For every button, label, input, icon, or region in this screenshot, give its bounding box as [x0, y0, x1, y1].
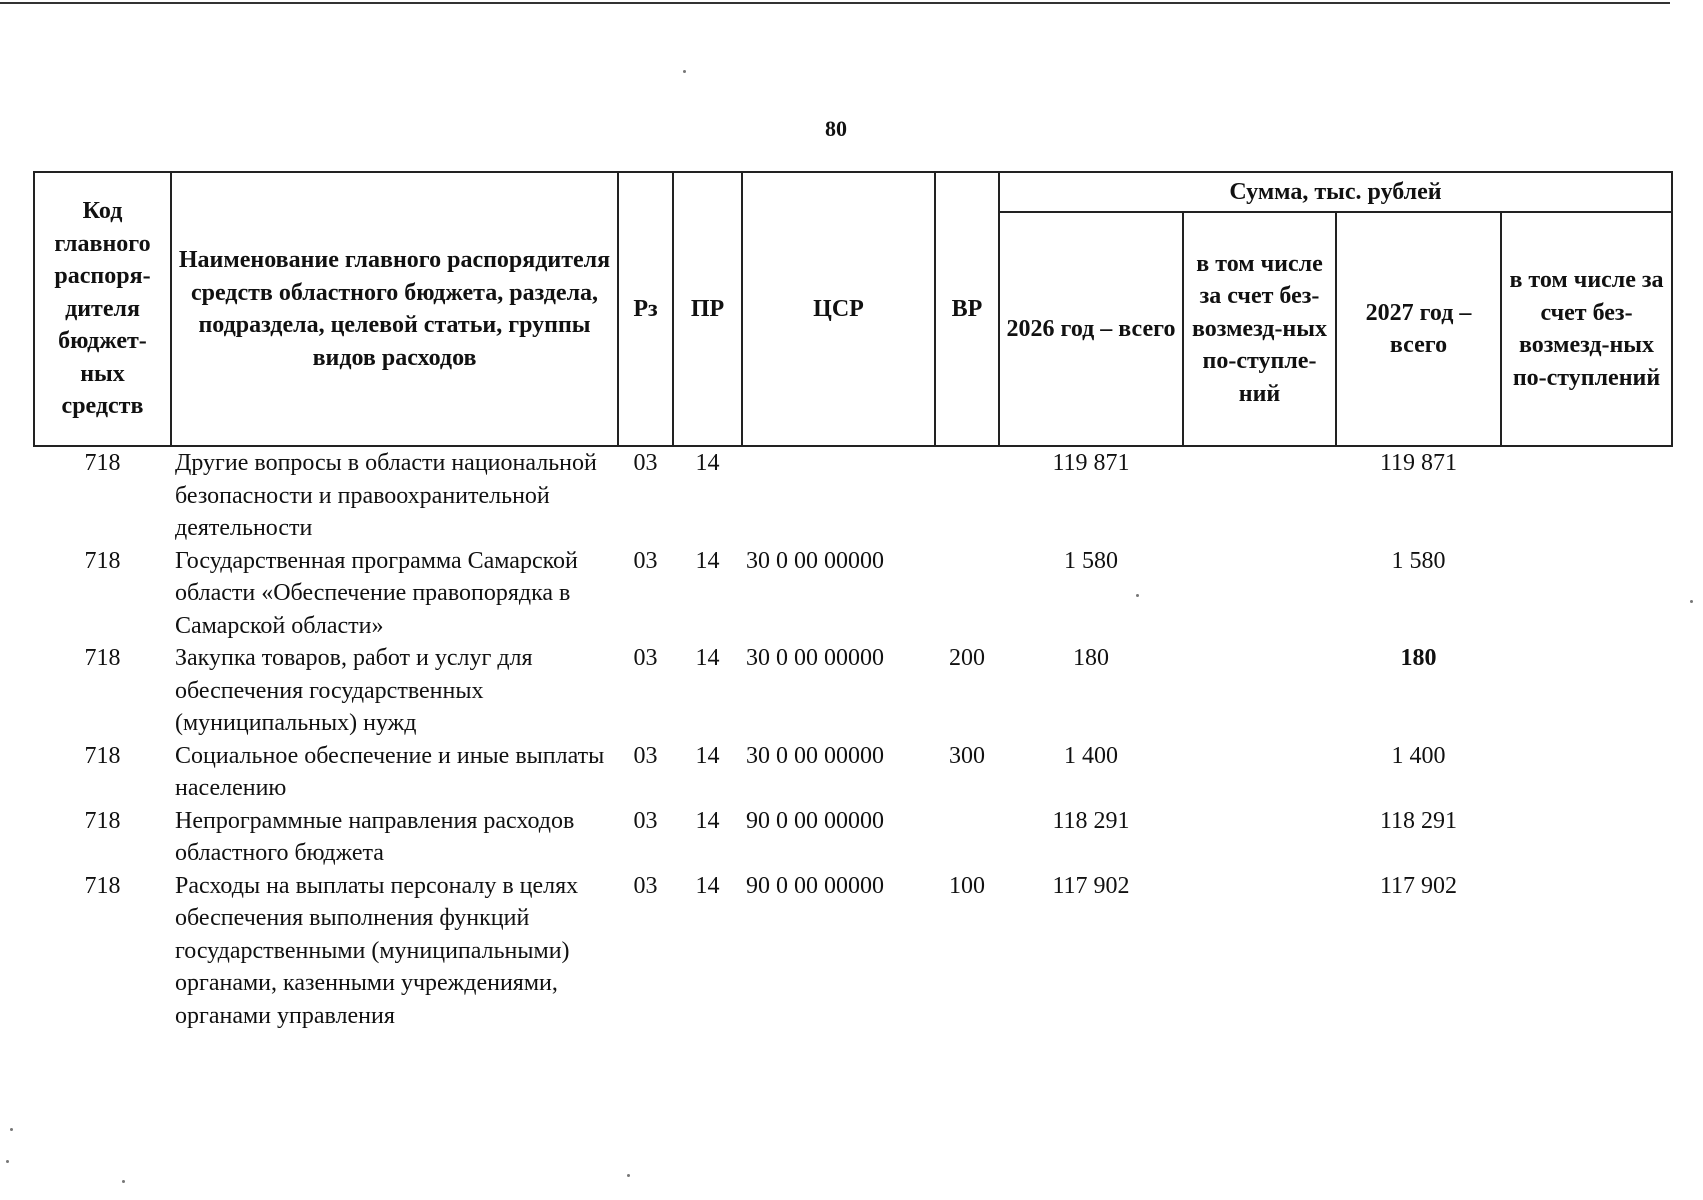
cell-2027-total: 1 580 — [1391, 547, 1446, 574]
cell-rz: 03 — [633, 807, 658, 834]
cell-rz: 03 — [633, 547, 658, 574]
cell-code: 718 — [84, 450, 121, 476]
cell-csr: 30 0 00 00000 — [746, 645, 884, 671]
scan-speck — [1690, 600, 1693, 603]
cell-csr: 90 0 00 00000 — [746, 807, 884, 834]
header-2026-grants: в том числе за счет без-возмезд-ных по-ступле-ний — [1183, 212, 1336, 446]
header-2027-grants: в том числе за счет без-возмезд-ных по-ступлений — [1501, 212, 1672, 446]
cell-vr: 100 — [949, 872, 985, 899]
cell-name: Непрограммные направления расходов областного бюджета — [175, 807, 575, 866]
cell-2026-total: 119 871 — [1052, 450, 1130, 476]
cell-2026-total: 117 902 — [1052, 872, 1130, 899]
header-code: Код главного распоря-дителя бюджет-ных средств — [34, 172, 171, 446]
cell-code: 718 — [84, 645, 121, 671]
cell-pr: 14 — [695, 807, 720, 834]
cell-rz: 03 — [633, 742, 658, 769]
cell-pr: 14 — [695, 872, 720, 899]
cell-code: 718 — [84, 872, 121, 899]
cell-pr: 14 — [695, 547, 720, 574]
cell-csr — [742, 446, 935, 545]
cell-2027-grants — [1501, 446, 1672, 545]
cell-2027-total: 1 400 — [1391, 742, 1446, 769]
table-row — [34, 642, 1672, 740]
scan-speck — [627, 1174, 630, 1177]
cell-code: 718 — [84, 807, 121, 834]
header-2027-total: 2027 год – всего — [1336, 212, 1501, 446]
cell-2026-total: 118 291 — [1052, 807, 1130, 834]
cell-pr: 14 — [695, 450, 720, 476]
cell-2027-total: 118 291 — [1379, 807, 1458, 834]
scan-speck — [683, 70, 686, 73]
table-row — [34, 805, 1672, 870]
header-rz: Рз — [618, 172, 673, 446]
cell-name: Другие вопросы в области национальной безопасности и правоохранительной деятельности — [175, 450, 597, 541]
cell-2027-grants — [1501, 545, 1672, 643]
cell-csr: 30 0 00 00000 — [746, 742, 884, 769]
cell-2026-grants — [1183, 870, 1336, 1033]
cell-vr — [935, 545, 999, 643]
cell-2026-grants — [1183, 545, 1336, 643]
cell-2026-total: 1 580 — [1064, 547, 1118, 574]
cell-2027-grants — [1501, 805, 1672, 870]
page-number: 80 — [825, 116, 847, 141]
cell-rz: 03 — [633, 645, 658, 671]
cell-2027-total: 119 871 — [1379, 450, 1458, 476]
cell-2027-grants — [1501, 740, 1672, 805]
header-pr: ПР — [673, 172, 742, 446]
top-page-rule — [0, 2, 1670, 4]
table-row — [34, 446, 1672, 545]
scan-speck — [1136, 594, 1139, 597]
cell-code: 718 — [84, 547, 121, 574]
cell-2026-total: 1 400 — [1064, 742, 1118, 769]
header-name: Наименование главного распорядителя средств областного бюджета, раздела, подраздела, целевой статьи, группы видов расходов — [171, 172, 618, 446]
cell-vr — [935, 446, 999, 545]
header-vr: ВР — [935, 172, 999, 446]
cell-rz: 03 — [633, 872, 658, 899]
cell-csr: 30 0 00 00000 — [746, 547, 884, 574]
cell-rz: 03 — [633, 450, 658, 476]
cell-2026-grants — [1183, 446, 1336, 545]
cell-csr: 90 0 00 00000 — [746, 872, 884, 899]
cell-name: Расходы на выплаты персоналу в целях обеспечения выполнения функций государственными (муниципальными) органами, казенными учреждениями, органами управления — [175, 872, 579, 1029]
cell-2027-total: 180 — [1400, 645, 1437, 671]
cell-pr: 14 — [695, 742, 720, 769]
cell-vr: 200 — [949, 645, 985, 671]
cell-2026-grants — [1183, 642, 1336, 740]
table-row — [34, 545, 1672, 643]
table-row — [34, 870, 1672, 1033]
table-row — [34, 740, 1672, 805]
cell-2026-grants — [1183, 805, 1336, 870]
cell-name: Социальное обеспечение и иные выплаты населению — [175, 742, 605, 801]
cell-2027-total: 117 902 — [1379, 872, 1458, 899]
cell-vr — [935, 805, 999, 870]
cell-2026-grants — [1183, 740, 1336, 805]
header-sum-group: Сумма, тыс. рублей — [999, 172, 1672, 212]
scan-speck — [6, 1160, 9, 1163]
cell-2027-grants — [1501, 642, 1672, 740]
budget-table — [33, 171, 1673, 1032]
scan-speck — [10, 1128, 13, 1131]
header-csr: ЦСР — [742, 172, 935, 446]
cell-vr: 300 — [949, 742, 985, 769]
scan-speck — [122, 1180, 125, 1183]
cell-name: Государственная программа Самарской области «Обеспечение правопорядка в Самарской области» — [175, 547, 578, 639]
cell-code: 718 — [84, 742, 121, 769]
cell-2027-grants — [1501, 870, 1672, 1033]
cell-pr: 14 — [695, 645, 720, 671]
header-2026-total: 2026 год – всего — [999, 212, 1183, 446]
cell-name: Закупка товаров, работ и услуг для обеспечения государственных (муниципальных) нужд — [175, 645, 533, 736]
cell-2026-total: 180 — [1073, 645, 1109, 671]
